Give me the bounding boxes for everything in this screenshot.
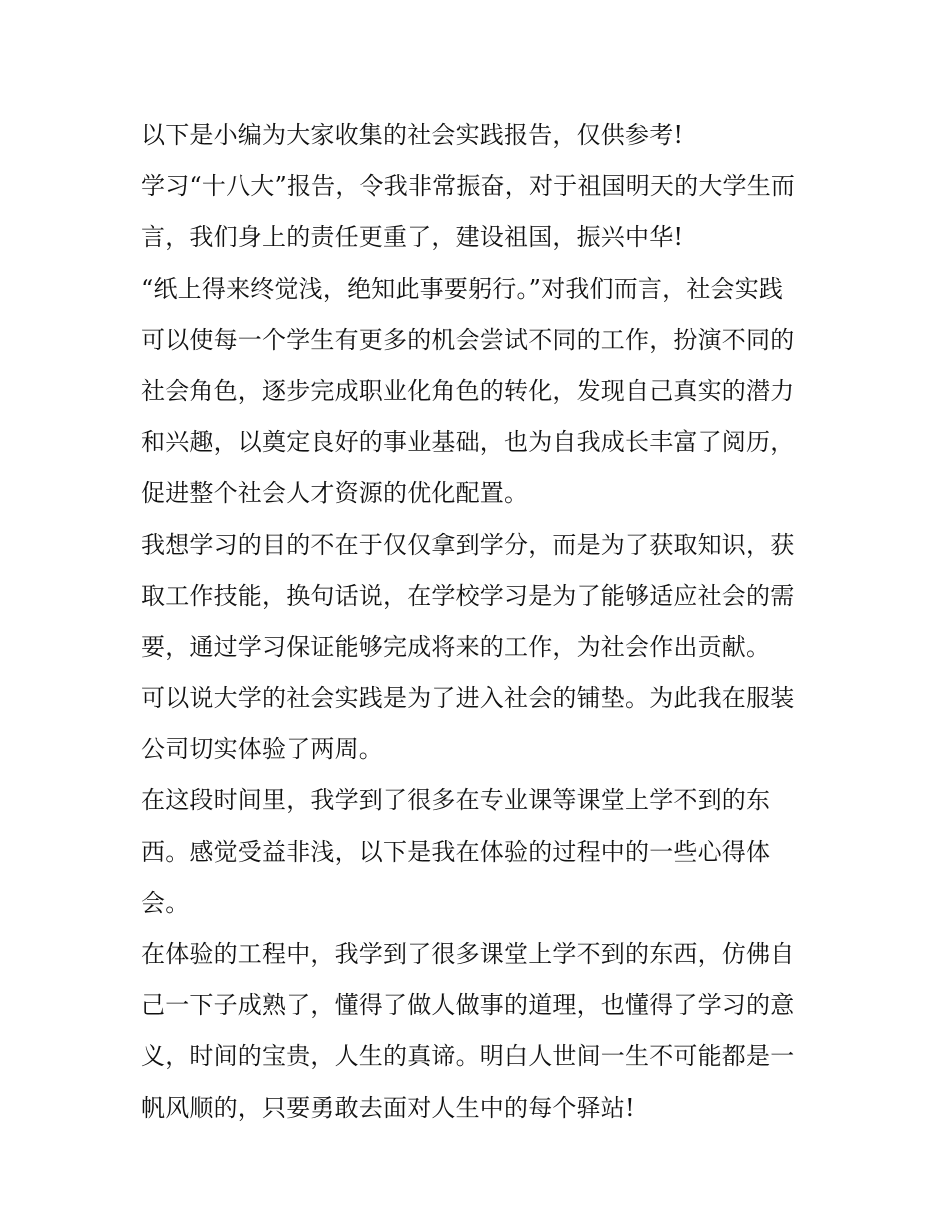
text-line: 在体验的工程中，我学到了很多课堂上学不到的东西，仿佛自 [141, 940, 795, 968]
document-body [141, 110, 813, 1134]
text-line: 促进整个社会人才资源的优化配置。 [141, 479, 529, 508]
text-line: 会。 [141, 888, 190, 917]
text-line: 以下是小编为大家收集的社会实践报告，仅供参考! [141, 121, 684, 149]
text-line: “纸上得来终觉浅，绝知此事要躬行。”对我们而言，社会实践 [141, 274, 784, 303]
text-line: 己一下子成熟了，懂得了做人做事的道理，也懂得了学习的意 [141, 991, 795, 1020]
text-line: 社会角色，逐步完成职业化角色的转化，发现自己真实的潜力 [141, 376, 795, 405]
text-line: 要，通过学习保证能够完成将来的工作，为社会作出贡献。 [141, 632, 771, 661]
text-line: 可以说大学的社会实践是为了进入社会的铺垫。为此我在服装 [141, 684, 795, 713]
text-line: 学习“十八大”报告，令我非常振奋，对于祖国明天的大学生而 [141, 172, 796, 201]
text-line: 言，我们身上的责任更重了，建设祖国，振兴中华! [141, 223, 684, 252]
text-line: 可以使每一个学生有更多的机会尝试不同的工作，扮演不同的 [141, 325, 795, 354]
text-line: 义，时间的宝贵，人生的真谛。明白人世间一生不可能都是一 [141, 1042, 795, 1071]
text-line: 和兴趣，以奠定良好的事业基础，也为自我成长丰富了阅历， [141, 428, 795, 457]
text-line: 取工作技能，换句话说，在学校学习是为了能够适应社会的需 [141, 581, 795, 610]
text-line: 在这段时间里，我学到了很多在专业课等课堂上学不到的东 [141, 786, 771, 815]
text-line: 公司切实体验了两周。 [141, 735, 383, 764]
text-line: 帆风顺的，只要勇敢去面对人生中的每个驿站! [141, 1093, 635, 1122]
text-line: 我想学习的目的不在于仅仅拿到学分，而是为了获取知识，获 [141, 530, 795, 559]
text-line: 西。感觉受益非浅，以下是我在体验的过程中的一些心得体 [141, 837, 771, 866]
